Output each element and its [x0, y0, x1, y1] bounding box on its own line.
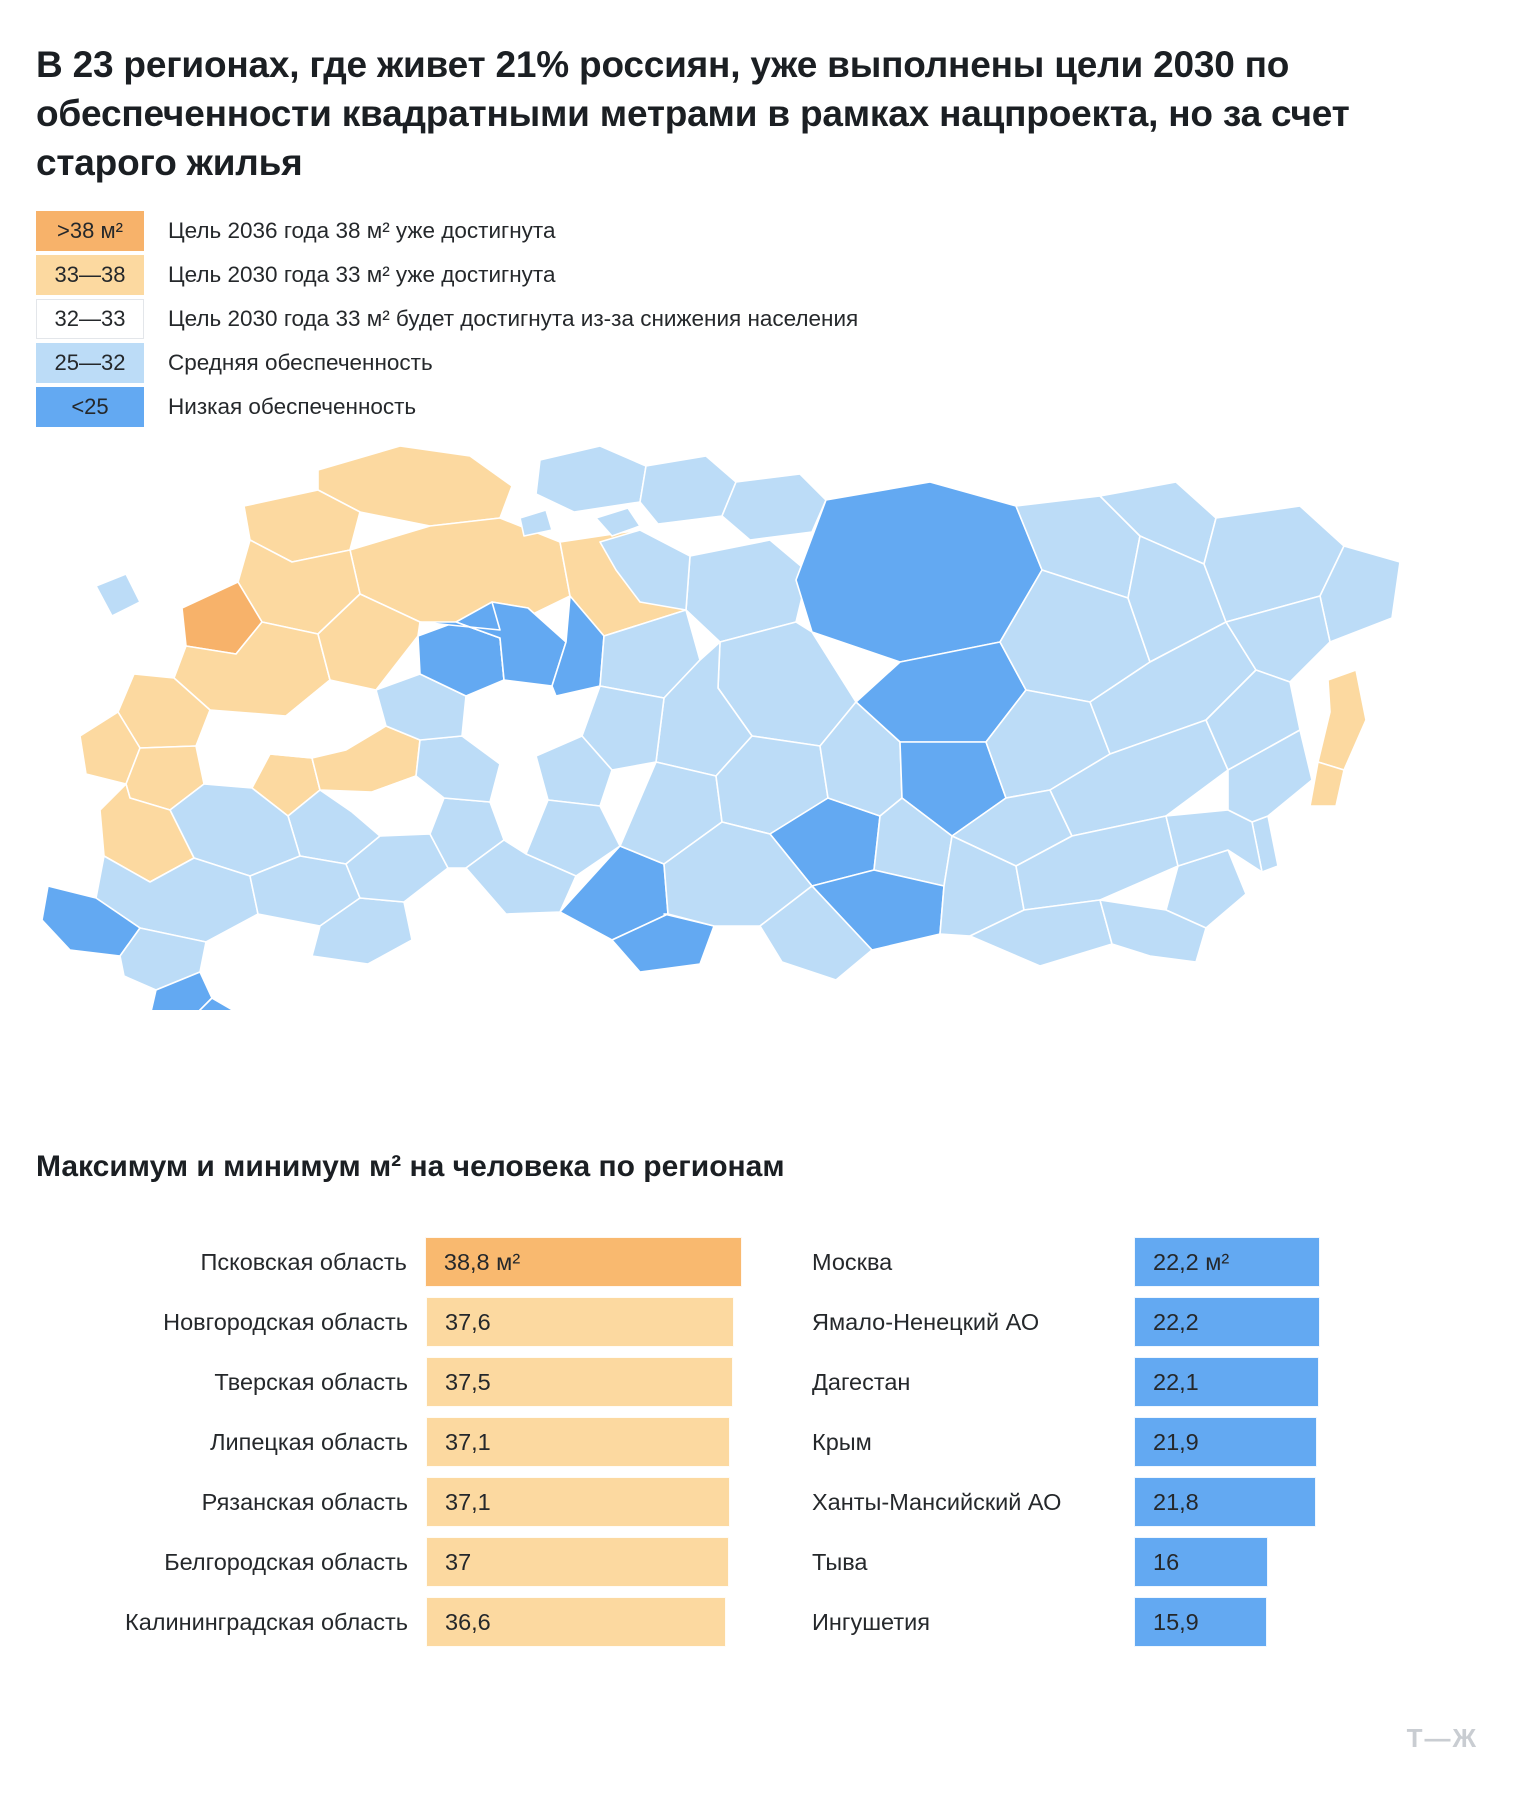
value-bar: 37,6: [426, 1297, 734, 1347]
legend-swatch: >38 м²: [36, 211, 144, 251]
table-row: [812, 1292, 1448, 1352]
value-bar: 37,1: [426, 1477, 730, 1527]
region-label: Калининградская область: [125, 1608, 408, 1635]
value-bar: 21,8: [1134, 1477, 1316, 1527]
table-row: [812, 1472, 1448, 1532]
legend-swatch: 25—32: [36, 343, 144, 383]
legend-label: Цель 2030 года 33 м² уже достигнута: [168, 262, 556, 287]
value-bar: 37,1: [426, 1417, 730, 1467]
table-row: [812, 1232, 1448, 1292]
legend-label: Цель 2036 года 38 м² уже достигнута: [168, 218, 556, 243]
value-bar: 37: [426, 1537, 729, 1587]
region-label: Белгородская область: [164, 1548, 408, 1575]
ranking-min-column: [742, 1232, 1448, 1652]
region-label: Новгородская область: [163, 1308, 408, 1335]
value-bar: 22,2: [1134, 1297, 1320, 1347]
region-label: Крым: [812, 1428, 872, 1455]
map-legend: [36, 210, 858, 430]
region-label: Рязанская область: [201, 1488, 408, 1515]
region-label: Тыва: [812, 1548, 868, 1575]
legend-swatch: <25: [36, 387, 144, 427]
value-bar: 37,5: [426, 1357, 733, 1407]
region-label: Ямало-Ненецкий АО: [812, 1308, 1040, 1335]
region-label: Ханты-Мансийский АО: [812, 1488, 1062, 1515]
ranking-area: [36, 1232, 1448, 1652]
region-label: Тверская область: [214, 1368, 408, 1395]
legend-item: [36, 254, 858, 296]
table-row: [812, 1592, 1448, 1652]
table-row: [36, 1232, 742, 1292]
ranking-max-column: [36, 1232, 742, 1652]
value-bar: 15,9: [1134, 1597, 1267, 1647]
legend-swatch: 33—38: [36, 255, 144, 295]
legend-swatch: 32—33: [36, 299, 144, 339]
legend-item: [36, 386, 858, 428]
ranking-title: Максимум и минимум м² на человека по регионам: [36, 1150, 785, 1183]
legend-item: [36, 342, 858, 384]
table-row: [812, 1532, 1448, 1592]
legend-item: [36, 210, 858, 252]
value-bar: 22,2 м²: [1134, 1237, 1320, 1287]
table-row: [36, 1472, 742, 1532]
region-label: Москва: [812, 1248, 893, 1275]
region-label: Дагестан: [812, 1368, 911, 1395]
legend-label: Цель 2030 года 33 м² будет достигнута из-за снижения населения: [168, 306, 859, 331]
value-bar: 36,6: [426, 1597, 726, 1647]
value-bar: 22,1: [1134, 1357, 1319, 1407]
page-title: В 23 регионах, где живет 21% россиян, уже выполнены цели 2030 по обеспеченности квадратными метрами в рамках нацпроекта, но за счет старого жилья: [36, 44, 1350, 184]
region-label: Липецкая область: [210, 1428, 408, 1455]
table-row: [36, 1532, 742, 1592]
table-row: [36, 1592, 742, 1652]
legend-label: Низкая обеспеченность: [168, 394, 417, 419]
table-row: [36, 1352, 742, 1412]
legend-label: Средняя обеспеченность: [168, 350, 433, 375]
value-bar: 38,8 м²: [425, 1237, 742, 1287]
legend-item: [36, 298, 858, 340]
table-row: [812, 1352, 1448, 1412]
brand-logo: Т—Ж: [1406, 1723, 1478, 1753]
region-label: Псковская область: [200, 1248, 407, 1275]
region-label: Ингушетия: [812, 1608, 930, 1635]
value-bar: 16: [1134, 1537, 1268, 1587]
table-row: [36, 1292, 742, 1352]
table-row: [812, 1412, 1448, 1472]
table-row: [36, 1412, 742, 1472]
value-bar: 21,9: [1134, 1417, 1317, 1467]
